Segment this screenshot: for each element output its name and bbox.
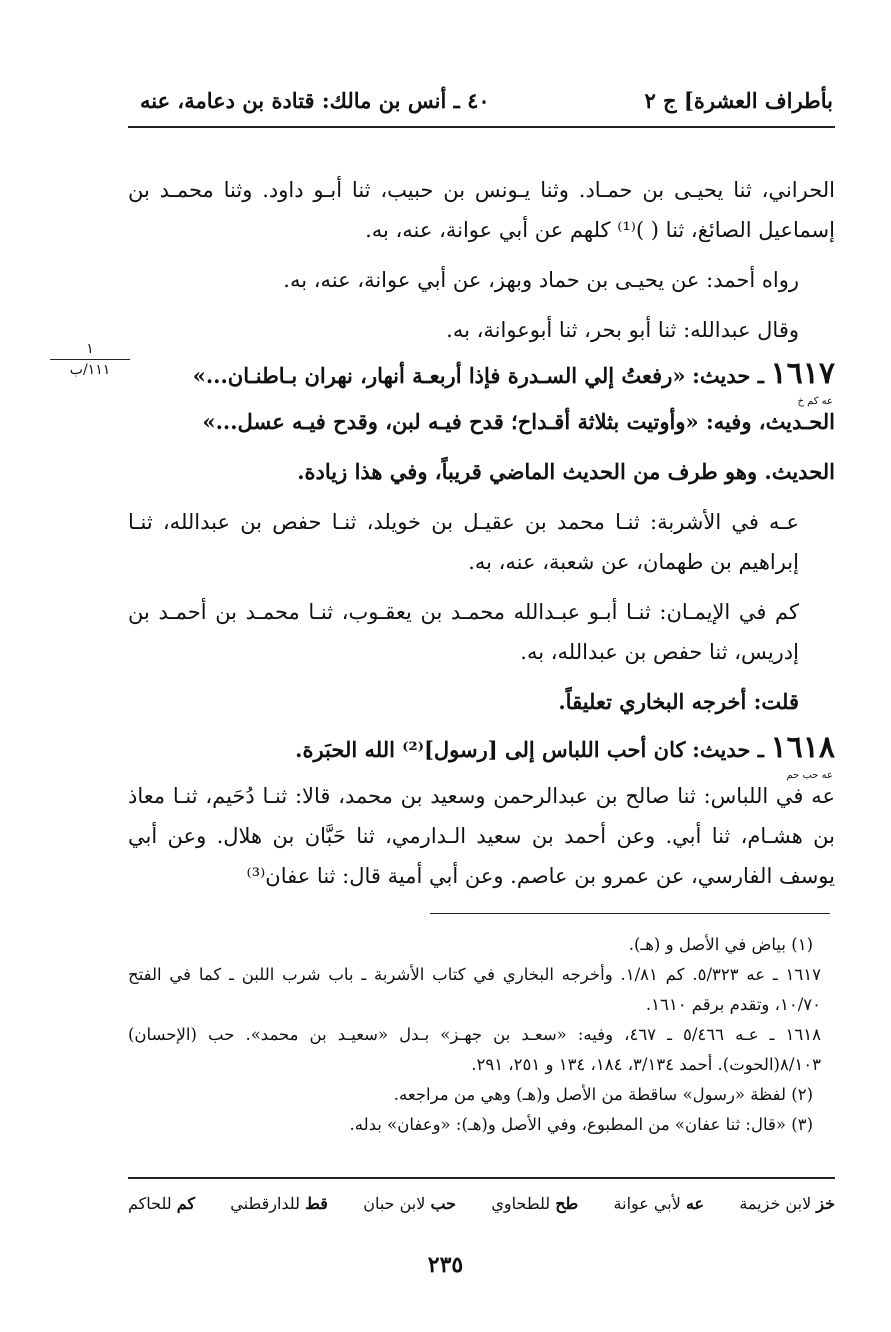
hadith-1617-heading <box>128 354 835 396</box>
hadith-1618-heading <box>128 728 835 770</box>
abbrev-item: قط للدارقطني <box>230 1194 328 1213</box>
hadith-label: ـ حديث: <box>692 737 764 762</box>
footnotes <box>128 930 835 1140</box>
abbreviation-key <box>128 1194 835 1213</box>
footnote-rule <box>430 913 830 914</box>
footnote: (١) بياض في الأصل و (هـ). <box>628 935 813 954</box>
footnote: (٢) لفظة «رسول» ساقطة من الأصل و(هـ) وهي من مراجعه. <box>393 1085 813 1104</box>
page-number: ٢٣٥ <box>427 1252 464 1278</box>
abbrev-item: كم للحاكم <box>128 1194 195 1213</box>
running-header-right: بأطراف العشرة] ج ٢ <box>644 88 833 113</box>
abbrev-item: عه لأبي عوانة <box>613 1194 705 1213</box>
margin-note-bottom: ١١١/ب <box>69 362 111 378</box>
abbrev-item: حب لابن حبان <box>363 1194 457 1213</box>
margin-note-line <box>50 359 130 360</box>
paragraph: وقال عبدالله: ثنا أبو بحر، ثنا أبوعوانة، به. <box>446 318 799 342</box>
abbrev-item: خز لابن خزيمة <box>739 1194 835 1213</box>
paragraph: الحديث. وهو طرف من الحديث الماضي قريباً، وفي هذا زيادة. <box>297 459 835 484</box>
running-header-left: ٤٠ ـ أنس بن مالك: قتادة بن دعامة، عنه <box>140 88 490 113</box>
main-text <box>128 170 835 896</box>
siglum: عه كم خ <box>797 396 833 407</box>
paragraph: الحـديث، وفيه: «وأوتيت بثلاثة أقـداح؛ قدح فيـه لبن، وقدح فيـه عسل...» <box>202 409 835 434</box>
hadith-text: «رفعتُ إلي السـدرة فإذا أربعـة أنهار، نهران بـاطنـان...» <box>192 363 686 388</box>
paragraph: عـه في الأشربة: ثنـا محمد بن عقيـل بن خويلد، ثنـا حفص بن عبدالله، ثنـا إبراهيم بن طهمان، عن شعبة، عنه، به. <box>128 510 799 574</box>
paragraph: رواه أحمد: عن يحيـى بن حماد وبهز، عن أبي عوانة، عنه، به. <box>283 268 799 292</box>
footnote: ١٦١٨ ـ عـه ٥/٤٦٦ ـ ٤٦٧، وفيه: «سعـد بن جهـز» بـدل «سعيـد بن محمد». حب (الإحسان) ٨/١٠٣(الحوت). أحمد ٣/١٣٤، ١٨٤، ١٣٤ و ٢٥١، ٢٩١. <box>128 1025 821 1074</box>
abbrev-rule <box>128 1177 835 1179</box>
abbrev-item: طح للطحاوي <box>491 1194 579 1213</box>
paragraph: كم في الإيمـان: ثنـا أبـو عبـدالله محمـد بن يعقـوب، ثنـا محمـد بن أحمـد بن إدريس، ثنا حفص بن عبدالله، به. <box>128 600 799 664</box>
hadith-number: ١٦١٨ <box>770 730 835 765</box>
margin-folio-note <box>50 341 130 378</box>
footnote: ١٦١٧ ـ عه ٥/٣٢٣. كم ١/٨١. وأخرجه البخاري في كتاب الأشربة ـ باب شرب اللبن ـ كما في الفتح ١٠/٧٠، وتقدم برقم ١٦١٠. <box>128 965 821 1014</box>
paragraph: قلت: أخرجه البخاري تعليقاً. <box>558 689 799 714</box>
hadith-label: ـ حديث: <box>692 363 764 388</box>
header-rule <box>128 126 835 128</box>
hadith-text: كان أحب اللباس إلى [رسول]⁽²⁾ الله الحبَرة. <box>295 737 686 762</box>
margin-note-top: ١ <box>86 341 94 357</box>
paragraph: الحراني، ثنا يحيـى بن حمـاد. وثنا يـونس بن حبيب، ثنا أبـو داود. وثنا محمـد بن إسماعيل الصائغ، ثنا ( )⁽¹⁾ كلهم عن أبي عوانة، عنه، به. <box>128 178 835 242</box>
footnote: (٣) «قال: ثنا عفان» من المطبوع، وفي الأصل و(هـ): «وعفان» بدله. <box>349 1115 813 1134</box>
siglum: عه حب حم <box>786 770 833 781</box>
paragraph: عه في اللباس: ثنا صالح بن عبدالرحمن وسعيد بن محمد، قالا: ثنـا دُحَيم، ثنـا معاذ بن هشـام، ثنا أبي. وعن أحمد بن سعيد الـدارمي، ثنا حَبَّان بن هلال. وعن أبي يوسف الفارسي، عن عمرو بن عاصم. وعن أبي أمية قال: ثنا عفان⁽³⁾ <box>128 784 835 888</box>
hadith-number: ١٦١٧ <box>770 356 835 391</box>
